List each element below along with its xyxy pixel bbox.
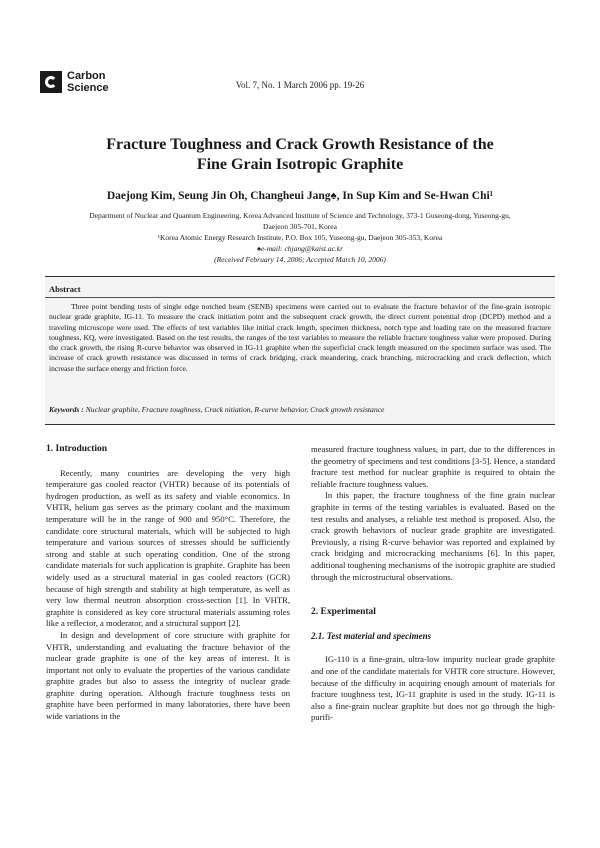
journal-info: Vol. 7, No. 1 March 2006 pp. 19-26	[235, 80, 365, 90]
subsection-heading: 2.1. Test material and specimens	[311, 630, 432, 641]
paragraph: Recently, many countries are developing the very high temperature gas cooled reactor (VHTR) because of its potentials of hydrogen production, as well as its safety and viable economics. In VHTR, helium gas serves as the primary coolant and the maximum temperature will be in the range of 900 and 950°C. Therefore, the candidate core structural materials, which will be subjected to high temperature and various sources of stresses should be sufficiently strong and stable at such operating condition. One of the strong candidate materials for such application is graphite. Graphite has been widely used as a structural material in gas cooled reactors (GCR) because of high strength and stability at high temperature, as well as very low thermal neutron absorption cross-section [1]. In VHTR, graphite is considered as key core structural materials assuming roles like a reflector, a moderator, and a structural support [2].	[46, 467, 290, 629]
left-column	[46, 444, 290, 723]
keywords	[49, 405, 551, 414]
section-heading-experimental: 2. Experimental	[311, 607, 376, 618]
paragraph: measured fracture toughness values, in part, due to the differences in the geometry of specimens and test conditions [3-5]. Hence, a standard fracture test method for nuclear graphite is required to obtain the reliable fracture toughness values.	[311, 444, 555, 489]
keywords-label: Keywords :	[49, 405, 84, 414]
abstract-box	[45, 276, 555, 425]
paper-title: Fracture Toughness and Crack Growth Resistance of the Fine Grain Isotropic Graphite	[106, 136, 494, 173]
abstract-divider	[45, 297, 555, 298]
email: ♠e-mail: chjang@kaist.ac.kr	[256, 244, 344, 253]
abstract-heading: Abstract	[49, 284, 81, 294]
section-heading-introduction: 1. Introduction	[46, 444, 108, 454]
paragraph: IG-110 is a fine-grain, ultra-low impurity nuclear grade graphite and one of the candidate materials for VHTR core structure. However, because of the difficulty in acquiring enough amount of materials for fracture toughness test, IG-11 graphite is used in the study. IG-11 is also a fine-grain nuclear graphite but does not go through the high-purifi-	[311, 654, 555, 723]
received-date: (Received February 14, 2006; Accepted March 10, 2006)	[214, 255, 386, 264]
keywords-list: Nuclear graphite, Fracture toughness, Crack nitiation, R-curve behavior, Crack growth resistance	[85, 405, 385, 414]
paragraph: In design and development of core structure with graphite for VHTR, understanding and evaluating the fracture behavior of the nuclear grade graphite is one of the key areas of interest. It is important not only to evaluate the properties of the various candidate graphite grades but also to assess the integrity of nuclear grade graphite during operation. Although fracture toughness tests on graphite have been performed in many laboratories, there have been wide variations in the	[46, 629, 290, 722]
logo-text: Carbon Science	[67, 70, 109, 94]
abstract-text: Three point bending tests of single edge notched beam (SENB) specimens were carried out to evaluate the fracture behavior of the fine-grain isotropic nuclear grade graphite, IG-11. To measure the crack initiation point and the subsequent crack growth, the direct current potential drop (DCPD) method and a traveling microscope were used. The effects of test variables like initial crack length, specimen thickness, notch type and loading rate on the measured fracture toughness, KQ, were investigated. Based on the test results, the ranges of the test variables to measure the reliable fracture toughness value were proposed. During the crack growth, the rising R-curve behavior was observed in IG-11 graphite when the superficial crack length measured on the specimen surface was used. The increase of crack growth resistance was discussed in terms of crack bridging, crack meandering, crack branching, microcracking and crack deflection, which increase the surface energy and friction force.	[49, 302, 551, 373]
paragraph: In this paper, the fracture toughness of the fine grain nuclear graphite in terms of the testing variables is evaluated. Based on the test results and analyses, a reliable test method is proposed. Also, the crack growth behaviors of nuclear grade graphite are investigated. Previously, a rising R-curve behavior was reported and explained by crack bridging and microcracking mechanisms [6]. In this paper, additional toughening mechanisms of the isotropic graphite are studied through the microstructural observations.	[311, 490, 555, 582]
right-column	[311, 444, 555, 724]
affiliations: Department of Nuclear and Quantum Engineering, Korea Advanced Institute of Science and Technology, 373-1 Guseong-dong, Yuseong-gu, Daejeon 305-701, Korea ¹Korea Atomic Energy Research Institute, P.O. Box 105, Yuseong-gu, Daejeon 305-353, Korea ♠e-mail: chjang@kaist.ac.kr (Received February 14, 2006; Accepted March 10, 2006)	[60, 210, 540, 265]
authors: Daejong Kim, Seung Jin Oh, Changheui Jang♠, In Sup Kim and Se-Hwan Chi¹	[106, 190, 494, 202]
